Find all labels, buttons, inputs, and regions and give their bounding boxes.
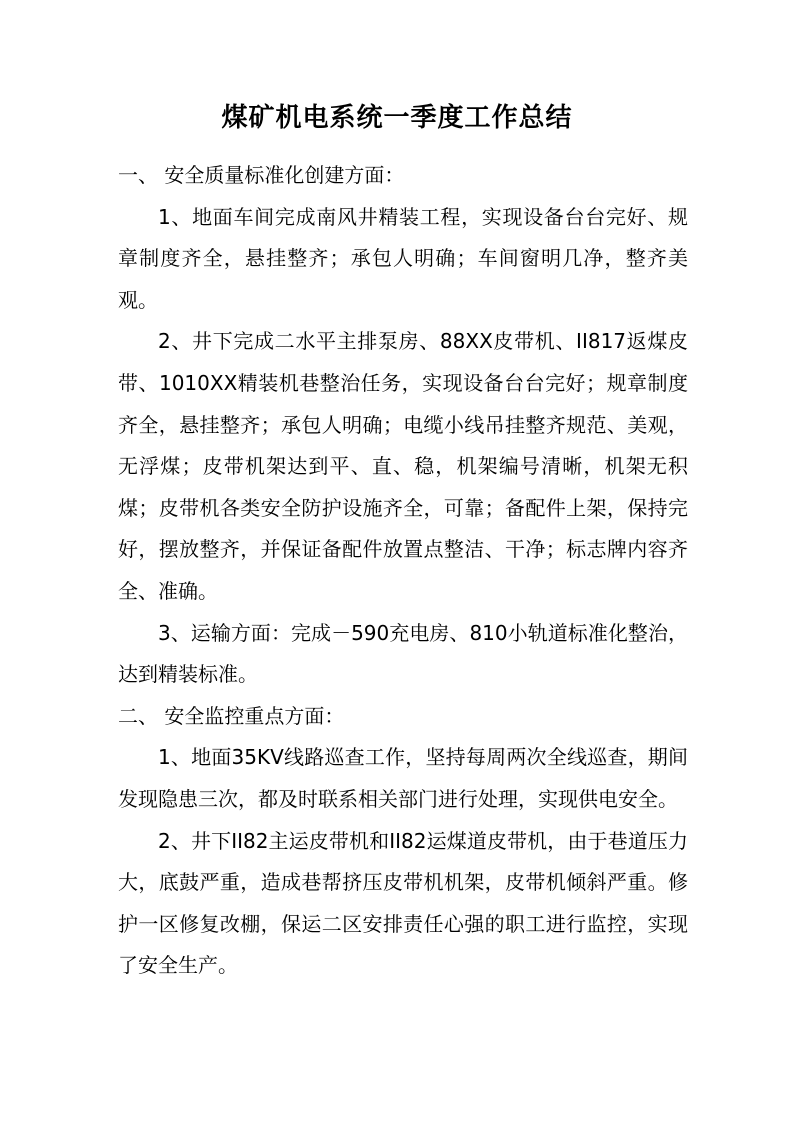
paragraph: 2、井下II82主运皮带机和II82运煤道皮带机，由于巷道压力大，底鼓严重，造成巷帮挤压皮带机机架，皮带机倾斜严重。修护一区修复改棚，保运二区安排责任心强的职工进行监控，实现了安全生产。 <box>118 828 688 978</box>
section-safety-monitoring <box>118 696 688 987</box>
paragraph: 1、地面35KV线路巡查工作，坚持每周两次全线巡查，期间发现隐患三次，都及时联系相关部门进行处理，实现供电安全。 <box>118 745 688 811</box>
document-body <box>118 155 688 987</box>
paragraph: 3、运输方面：完成－590充电房、810小轨道标准化整治，达到精装标准。 <box>118 620 688 687</box>
paragraph: 1、地面车间完成南风井精装工程，实现设备台台完好、规章制度齐全，悬挂整齐；承包人明确；车间窗明几净，整齐美观。 <box>118 204 688 312</box>
document-title: 煤矿机电系统一季度工作总结 <box>221 103 573 133</box>
paragraph: 2、井下完成二水平主排泵房、88XX皮带机、II817返煤皮带、1010XX精装机巷整治任务，实现设备台台完好；规章制度齐全，悬挂整齐；承包人明确；电缆小线吊挂整齐规范、美观，无浮煤；皮带机架达到平、直、稳，机架编号清晰，机架无积煤；皮带机各类安全防护设施齐全，可靠；备配件上架，保持完好，摆放整齐，并保证备配件放置点整洁、干净；标志牌内容齐全、准确。 <box>118 329 688 603</box>
section-heading: 一、 安全质量标准化创建方面： <box>118 163 405 187</box>
section-quality-standardization <box>118 155 688 696</box>
section-heading: 二、 安全监控重点方面： <box>118 703 345 728</box>
